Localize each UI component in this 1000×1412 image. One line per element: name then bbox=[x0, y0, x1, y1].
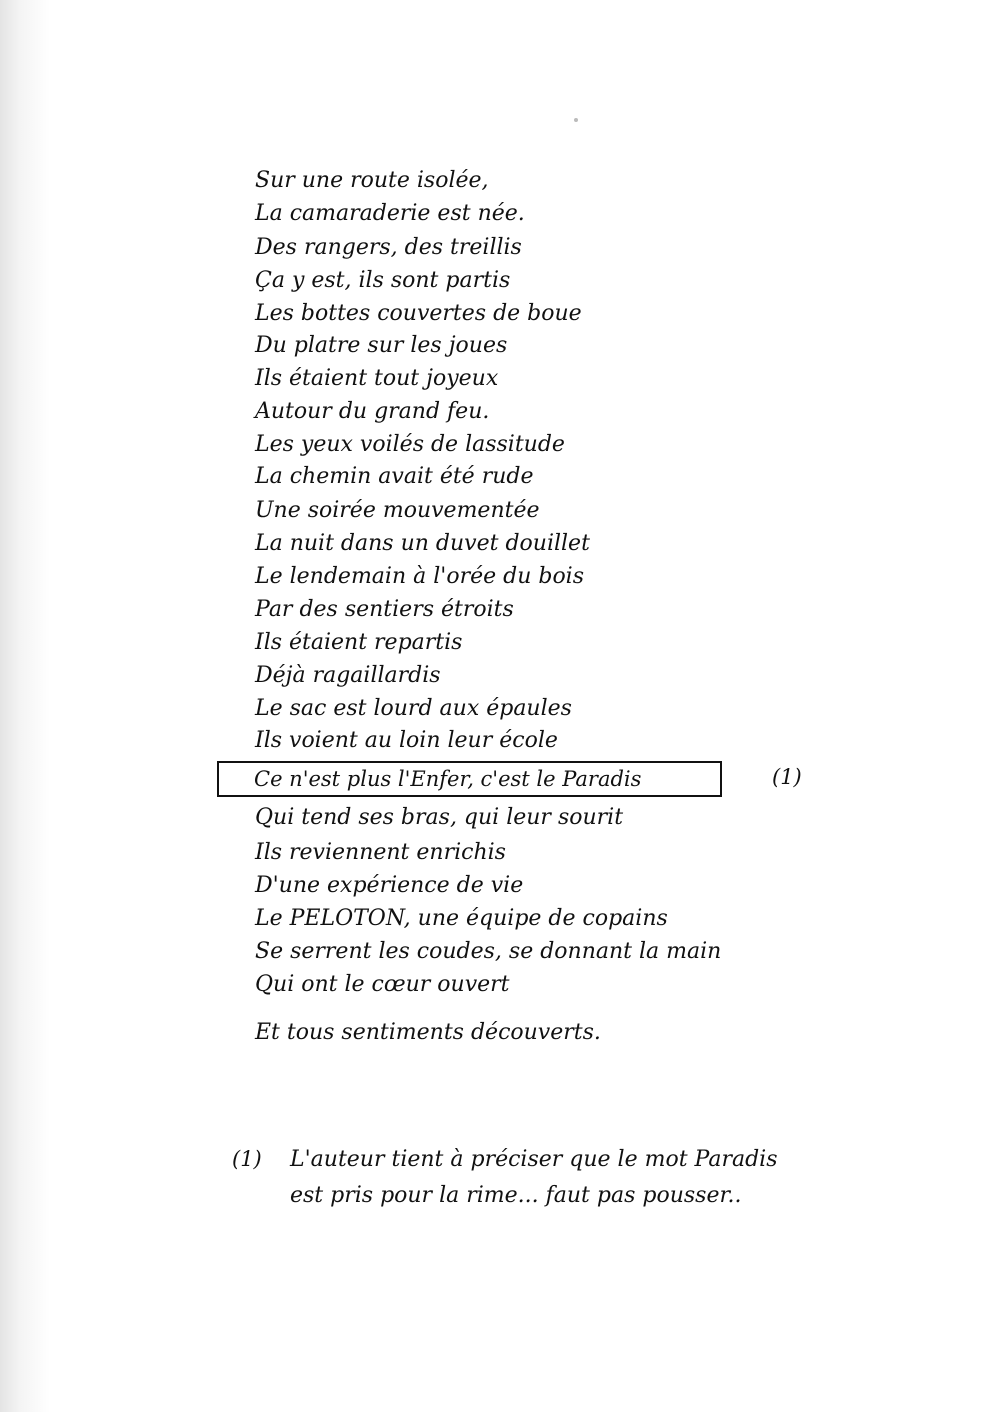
poem-line: Et tous sentiments découverts. bbox=[255, 1020, 601, 1045]
poem-line: Se serrent les coudes, se donnant la main bbox=[255, 939, 722, 964]
poem-line: Ils étaient repartis bbox=[255, 630, 463, 655]
poem-line: Ils voient au loin leur école bbox=[255, 728, 558, 753]
poem-line: Les yeux voilés de lassitude bbox=[255, 432, 565, 457]
poem-line: Ça y est, ils sont partis bbox=[255, 268, 511, 293]
poem-line: Déjà ragaillardis bbox=[255, 663, 441, 688]
poem-line: Autour du grand feu. bbox=[255, 399, 490, 424]
footnote-line: L'auteur tient à préciser que le mot Paradis bbox=[290, 1147, 778, 1172]
boxed-poem-line: Ce n'est plus l'Enfer, c'est le Paradis bbox=[217, 761, 722, 797]
poem-line: Ils reviennent enrichis bbox=[255, 840, 506, 865]
poem-line: La nuit dans un duvet douillet bbox=[255, 531, 590, 556]
poem-line: D'une expérience de vie bbox=[255, 873, 524, 898]
poem-line: Les bottes couvertes de boue bbox=[255, 301, 582, 326]
poem-line: Sur une route isolée, bbox=[255, 168, 489, 193]
poem-line: Le PELOTON, une équipe de copains bbox=[255, 906, 668, 931]
poem-line: Des rangers, des treillis bbox=[255, 235, 522, 260]
poem-line: Par des sentiers étroits bbox=[255, 597, 514, 622]
poem-line: Qui tend ses bras, qui leur sourit bbox=[255, 805, 624, 830]
poem-line: Le lendemain à l'orée du bois bbox=[255, 564, 585, 589]
poem-line: Une soirée mouvementée bbox=[255, 498, 540, 523]
poem-line: La chemin avait été rude bbox=[255, 464, 534, 489]
footnote-reference: (1) bbox=[772, 765, 802, 789]
footnote-marker: (1) bbox=[232, 1147, 262, 1171]
poem-line: La camaraderie est née. bbox=[255, 201, 525, 226]
poem-line: Le sac est lourd aux épaules bbox=[255, 696, 572, 721]
poem-line: Du platre sur les joues bbox=[255, 333, 508, 358]
paper-speck bbox=[574, 118, 578, 122]
poem-line: Qui ont le cœur ouvert bbox=[255, 972, 510, 997]
footnote-line: est pris pour la rime... faut pas pousser.. bbox=[290, 1183, 742, 1208]
poem-line: Ils étaient tout joyeux bbox=[255, 366, 499, 391]
page-fold-shadow bbox=[0, 0, 50, 1412]
